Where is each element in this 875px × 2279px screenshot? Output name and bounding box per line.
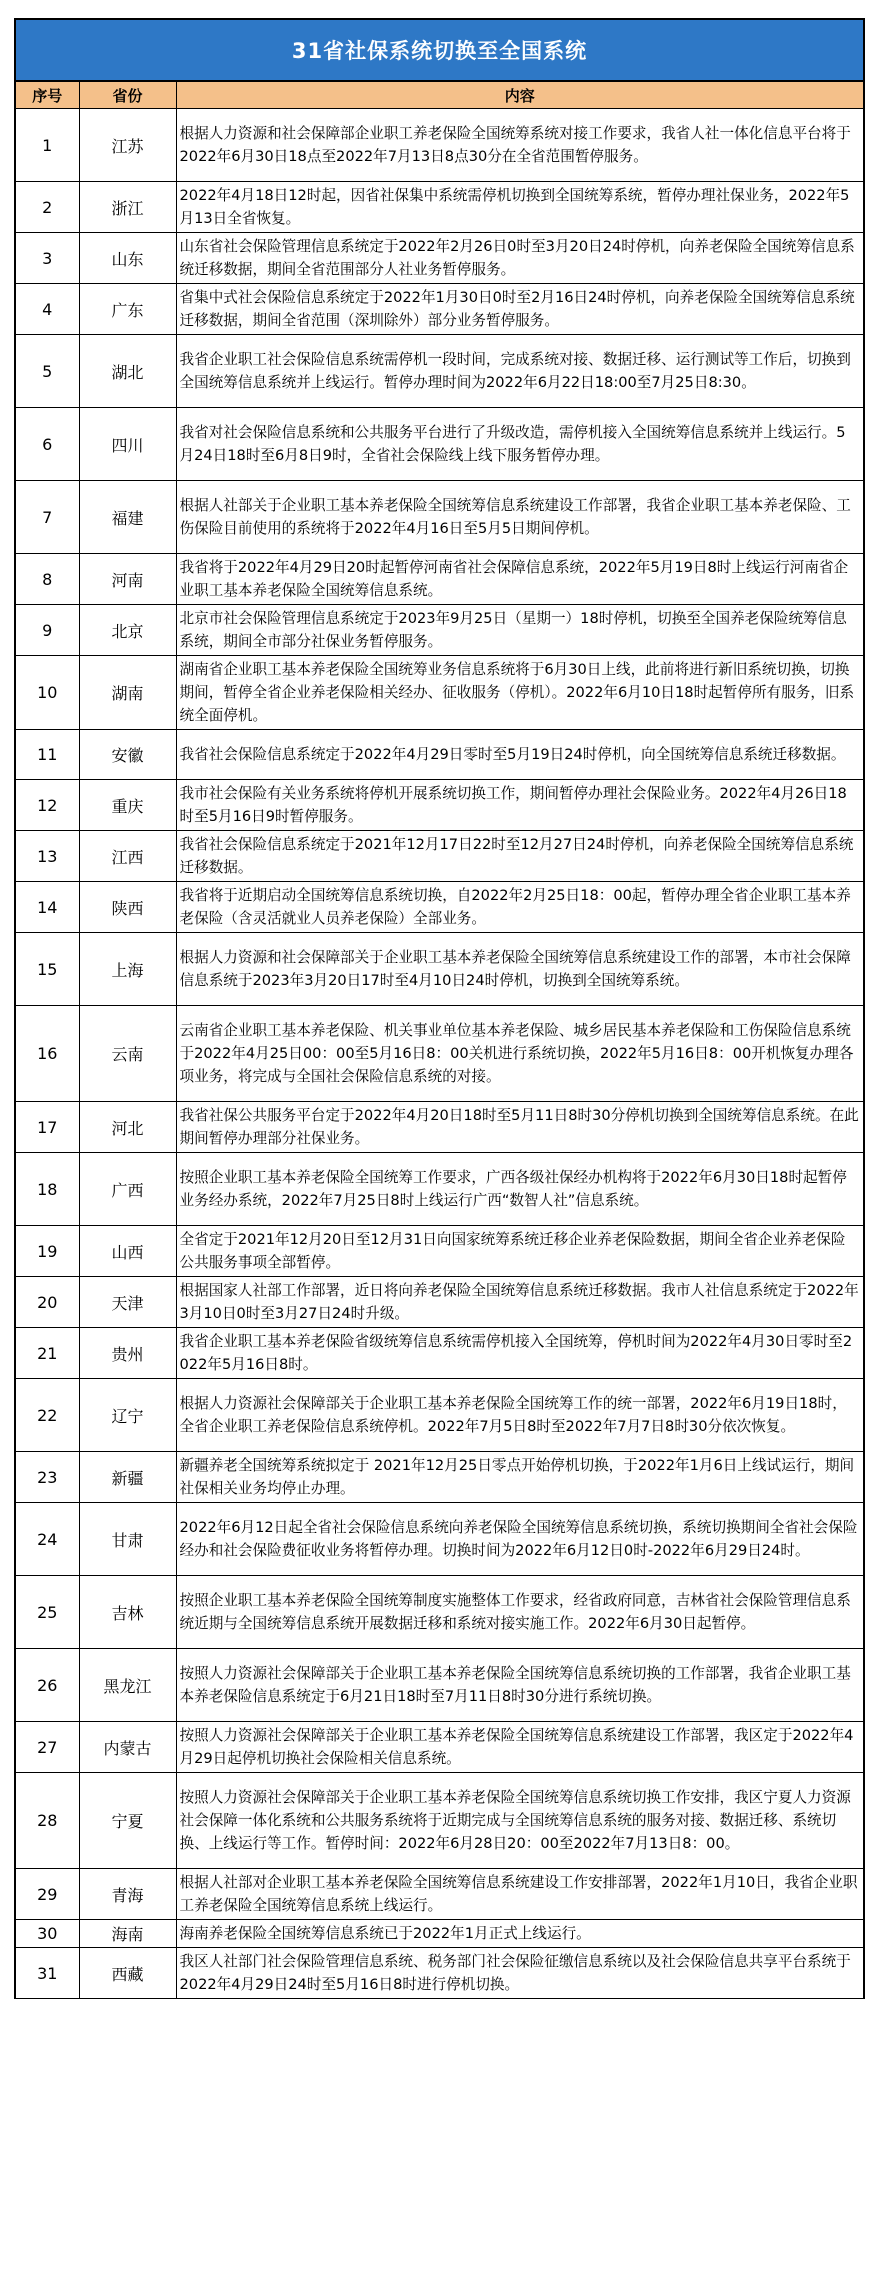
table-row <box>16 1948 863 1999</box>
table-row <box>16 831 863 882</box>
row-content: 根据人力资源社会保障部关于企业职工基本养老保险全国统筹工作的统一部署，2022年6月19日18时，全省企业职工养老保险信息系统停机。2022年7月5日8时至2022年7月7日8时30分依次恢复。 <box>176 1379 863 1452</box>
header-seq: 序号 <box>16 82 79 109</box>
row-province: 黑龙江 <box>79 1649 176 1722</box>
table-row <box>16 1006 863 1102</box>
row-province: 新疆 <box>79 1452 176 1503</box>
row-province: 山东 <box>79 233 176 284</box>
row-content: 云南省企业职工基本养老保险、机关事业单位基本养老保险、城乡居民基本养老保险和工伤保险信息系统于2022年4月25日00：00至5月16日8：00关机进行系统切换，2022年5月16日8：00开机恢复办理各项业务，将完成与全国社会保险信息系统的对接。 <box>176 1006 863 1102</box>
row-province: 河北 <box>79 1102 176 1153</box>
table-row <box>16 1649 863 1722</box>
row-province: 湖南 <box>79 656 176 730</box>
row-content: 海南养老保险全国统筹信息系统已于2022年1月正式上线运行。 <box>176 1920 863 1948</box>
row-content: 根据人力资源和社会保障部关于企业职工基本养老保险全国统筹信息系统建设工作的部署，本市社会保障信息系统于2023年3月20日17时至4月10日24时停机，切换到全国统筹系统。 <box>176 933 863 1006</box>
row-content: 我省将于近期启动全国统筹信息系统切换，自2022年2月25日18：00起，暂停办理全省企业职工基本养老保险（含灵活就业人员养老保险）全部业务。 <box>176 882 863 933</box>
row-number: 11 <box>16 730 79 780</box>
table-body <box>16 109 863 1999</box>
row-number: 23 <box>16 1452 79 1503</box>
row-number: 25 <box>16 1576 79 1649</box>
row-province: 内蒙古 <box>79 1722 176 1773</box>
row-number: 5 <box>16 335 79 408</box>
policy-table-sheet <box>14 18 865 1999</box>
row-province: 吉林 <box>79 1576 176 1649</box>
table-row <box>16 933 863 1006</box>
table-row <box>16 182 863 233</box>
row-province: 江苏 <box>79 109 176 182</box>
row-content: 按照人力资源社会保障部关于企业职工基本养老保险全国统筹信息系统切换工作安排，我区宁夏人力资源社会保障一体化系统和公共服务系统将于近期完成与全国统筹信息系统的服务对接、数据迁移、系统切换、上线运行等工作。暂停时间：2022年6月28日20：00至2022年7月13日8：00。 <box>176 1773 863 1869</box>
row-number: 24 <box>16 1503 79 1576</box>
table-row <box>16 1277 863 1328</box>
table-row <box>16 554 863 605</box>
row-number: 26 <box>16 1649 79 1722</box>
row-province: 江西 <box>79 831 176 882</box>
table-row <box>16 882 863 933</box>
row-content: 山东省社会保险管理信息系统定于2022年2月26日0时至3月20日24时停机，向养老保险全国统筹信息系统迁移数据，期间全省范围部分人社业务暂停服务。 <box>176 233 863 284</box>
row-number: 10 <box>16 656 79 730</box>
row-number: 19 <box>16 1226 79 1277</box>
row-province: 福建 <box>79 481 176 554</box>
row-content: 按照企业职工基本养老保险全国统筹制度实施整体工作要求，经省政府同意，吉林省社会保险管理信息系统近期与全国统筹信息系统开展数据迁移和系统对接实施工作。2022年6月30日起暂停。 <box>176 1576 863 1649</box>
row-number: 29 <box>16 1869 79 1920</box>
row-number: 17 <box>16 1102 79 1153</box>
table-row <box>16 1328 863 1379</box>
table-row <box>16 408 863 481</box>
row-number: 13 <box>16 831 79 882</box>
row-number: 20 <box>16 1277 79 1328</box>
row-number: 3 <box>16 233 79 284</box>
table-row <box>16 605 863 656</box>
row-number: 12 <box>16 780 79 831</box>
row-content: 按照人力资源社会保障部关于企业职工基本养老保险全国统筹信息系统切换的工作部署，我省企业职工基本养老保险信息系统定于6月21日18时至7月11日8时30分进行系统切换。 <box>176 1649 863 1722</box>
row-content: 我省企业职工社会保险信息系统需停机一段时间，完成系统对接、数据迁移、运行测试等工作后，切换到全国统筹信息系统并上线运行。暂停办理时间为2022年6月22日18:00至7月25日8:30。 <box>176 335 863 408</box>
row-number: 28 <box>16 1773 79 1869</box>
row-content: 根据国家人社部工作部署，近日将向养老保险全国统筹信息系统迁移数据。我市人社信息系统定于2022年3月10日0时至3月27日24时升级。 <box>176 1277 863 1328</box>
row-province: 贵州 <box>79 1328 176 1379</box>
row-content: 我市社会保险有关业务系统将停机开展系统切换工作，期间暂停办理社会保险业务。2022年4月26日18时至5月16日9时暂停服务。 <box>176 780 863 831</box>
row-content: 根据人社部关于企业职工基本养老保险全国统筹信息系统建设工作部署，我省企业职工基本养老保险、工伤保险目前使用的系统将于2022年4月16日至5月5日期间停机。 <box>176 481 863 554</box>
row-number: 9 <box>16 605 79 656</box>
row-content: 北京市社会保险管理信息系统定于2023年9月25日（星期一）18时停机，切换至全国养老保险统筹信息系统，期间全市部分社保业务暂停服务。 <box>176 605 863 656</box>
row-content: 我省将于2022年4月29日20时起暂停河南省社会保障信息系统，2022年5月19日8时上线运行河南省企业职工基本养老保险全国统筹信息系统。 <box>176 554 863 605</box>
header-row <box>16 82 863 109</box>
table-row <box>16 109 863 182</box>
row-content: 根据人社部对企业职工基本养老保险全国统筹信息系统建设工作安排部署，2022年1月10日，我省企业职工养老保险全国统筹信息系统上线运行。 <box>176 1869 863 1920</box>
row-number: 14 <box>16 882 79 933</box>
row-number: 2 <box>16 182 79 233</box>
row-province: 天津 <box>79 1277 176 1328</box>
row-content: 我省社会保险信息系统定于2021年12月17日22时至12月27日24时停机，向养老保险全国统筹信息系统迁移数据。 <box>176 831 863 882</box>
table-row <box>16 1102 863 1153</box>
table-row <box>16 780 863 831</box>
row-content: 按照人力资源社会保障部关于企业职工基本养老保险全国统筹信息系统建设工作部署，我区定于2022年4月29日起停机切换社会保险相关信息系统。 <box>176 1722 863 1773</box>
row-province: 广西 <box>79 1153 176 1226</box>
row-province: 四川 <box>79 408 176 481</box>
row-province: 山西 <box>79 1226 176 1277</box>
table-row <box>16 1503 863 1576</box>
row-content: 我省社保公共服务平台定于2022年4月20日18时至5月11日8时30分停机切换到全国统筹信息系统。在此期间暂停办理部分社保业务。 <box>176 1102 863 1153</box>
row-number: 31 <box>16 1948 79 1999</box>
row-province: 安徽 <box>79 730 176 780</box>
row-number: 16 <box>16 1006 79 1102</box>
header-content: 内容 <box>176 82 863 109</box>
row-number: 8 <box>16 554 79 605</box>
table-row <box>16 1153 863 1226</box>
row-number: 6 <box>16 408 79 481</box>
table-row <box>16 1869 863 1920</box>
table-row <box>16 730 863 780</box>
row-province: 海南 <box>79 1920 176 1948</box>
table-row <box>16 1379 863 1452</box>
row-province: 重庆 <box>79 780 176 831</box>
row-number: 7 <box>16 481 79 554</box>
row-province: 青海 <box>79 1869 176 1920</box>
row-province: 北京 <box>79 605 176 656</box>
row-province: 西藏 <box>79 1948 176 1999</box>
row-content: 省集中式社会保险信息系统定于2022年1月30日0时至2月16日24时停机，向养老保险全国统筹信息系统迁移数据，期间全省范围（深圳除外）部分业务暂停服务。 <box>176 284 863 335</box>
table-row <box>16 233 863 284</box>
row-province: 甘肃 <box>79 1503 176 1576</box>
row-province: 湖北 <box>79 335 176 408</box>
row-content: 按照企业职工基本养老保险全国统筹工作要求，广西各级社保经办机构将于2022年6月30日18时起暂停业务经办系统，2022年7月25日8时上线运行广西“数智人社”信息系统。 <box>176 1153 863 1226</box>
row-content: 2022年4月18日12时起，因省社保集中系统需停机切换到全国统筹系统，暂停办理社保业务，2022年5月13日全省恢复。 <box>176 182 863 233</box>
row-number: 30 <box>16 1920 79 1948</box>
row-number: 21 <box>16 1328 79 1379</box>
row-content: 新疆养老全国统筹系统拟定于 2021年12月25日零点开始停机切换，于2022年1月6日上线试运行，期间社保相关业务均停止办理。 <box>176 1452 863 1503</box>
row-province: 陕西 <box>79 882 176 933</box>
header-province: 省份 <box>79 82 176 109</box>
row-province: 宁夏 <box>79 1773 176 1869</box>
row-province: 云南 <box>79 1006 176 1102</box>
row-number: 1 <box>16 109 79 182</box>
row-content: 2022年6月12日起全省社会保险信息系统向养老保险全国统筹信息系统切换，系统切换期间全省社会保险经办和社会保险费征收业务将暂停办理。切换时间为2022年6月12日0时-2022年6月29日24时。 <box>176 1503 863 1576</box>
row-content: 根据人力资源和社会保障部企业职工养老保险全国统筹系统对接工作要求，我省人社一体化信息平台将于2022年6月30日18点至2022年7月13日8点30分在全省范围暂停服务。 <box>176 109 863 182</box>
row-province: 广东 <box>79 284 176 335</box>
table-row <box>16 1722 863 1773</box>
province-table <box>16 82 863 1999</box>
table-row <box>16 1920 863 1948</box>
table-row <box>16 656 863 730</box>
row-content: 我省社会保险信息系统定于2022年4月29日零时至5月19日24时停机，向全国统筹信息系统迁移数据。 <box>176 730 863 780</box>
row-number: 22 <box>16 1379 79 1452</box>
row-number: 27 <box>16 1722 79 1773</box>
table-row <box>16 1226 863 1277</box>
row-content: 湖南省企业职工基本养老保险全国统筹业务信息系统将于6月30日上线，此前将进行新旧系统切换，切换期间，暂停全省企业养老保险相关经办、征收服务（停机）。2022年6月10日18时起暂停所有服务，旧系统全面停机。 <box>176 656 863 730</box>
row-province: 河南 <box>79 554 176 605</box>
table-row <box>16 335 863 408</box>
row-content: 我省对社会保险信息系统和公共服务平台进行了升级改造，需停机接入全国统筹信息系统并上线运行。5月24日18时至6月8日9时，全省社会保险线上线下服务暂停办理。 <box>176 408 863 481</box>
row-province: 辽宁 <box>79 1379 176 1452</box>
row-number: 18 <box>16 1153 79 1226</box>
table-row <box>16 481 863 554</box>
table-title: 31省社保系统切换至全国系统 <box>16 20 863 82</box>
row-province: 上海 <box>79 933 176 1006</box>
row-number: 4 <box>16 284 79 335</box>
row-content: 我省企业职工基本养老保险省级统筹信息系统需停机接入全国统筹，停机时间为2022年4月30日零时至2022年5月16日8时。 <box>176 1328 863 1379</box>
row-content: 我区人社部门社会保险管理信息系统、税务部门社会保险征缴信息系统以及社会保险信息共享平台系统于2022年4月29日24时至5月16日8时进行停机切换。 <box>176 1948 863 1999</box>
table-row <box>16 1576 863 1649</box>
table-row <box>16 1452 863 1503</box>
table-row <box>16 1773 863 1869</box>
row-province: 浙江 <box>79 182 176 233</box>
table-row <box>16 284 863 335</box>
row-number: 15 <box>16 933 79 1006</box>
row-content: 全省定于2021年12月20日至12月31日向国家统筹系统迁移企业养老保险数据，期间全省企业养老保险公共服务事项全部暂停。 <box>176 1226 863 1277</box>
